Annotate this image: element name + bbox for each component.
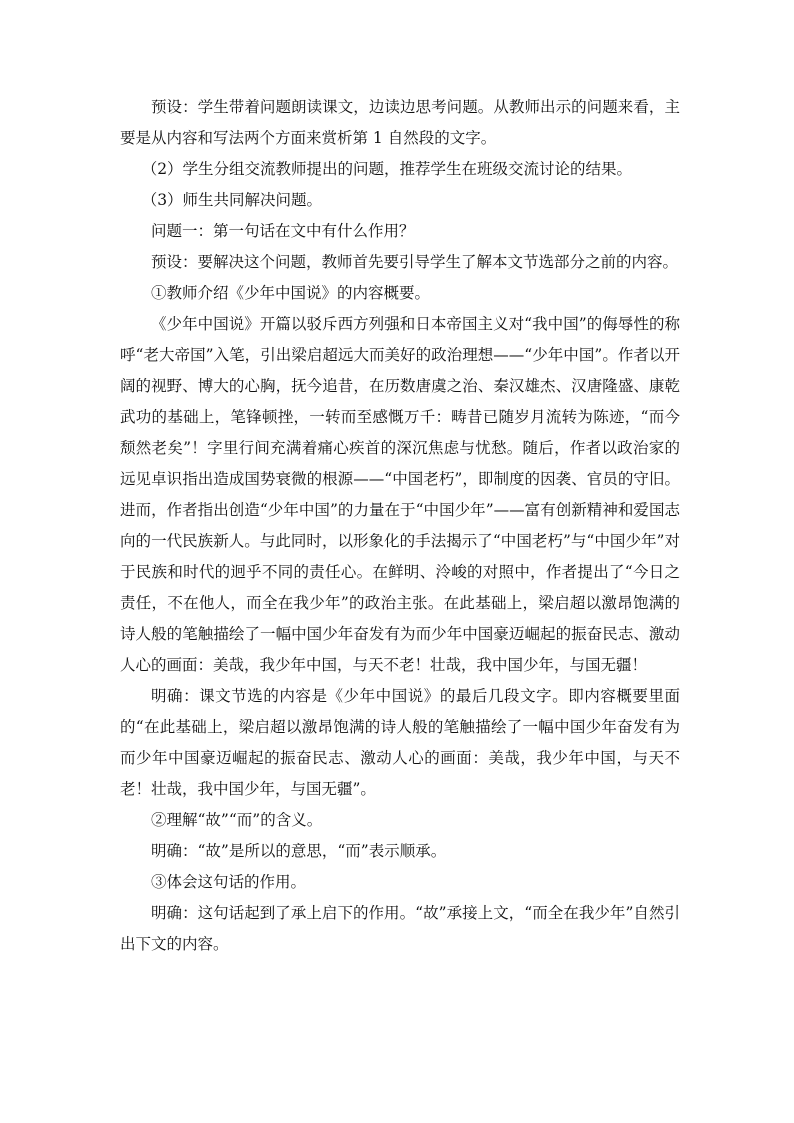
paragraph-question-1: 问题一：第一句话在文中有什么作用？ [151, 222, 415, 240]
paragraph-step-2: （2）学生分组交流教师提出的问题，推荐学生在班级交流讨论的结果。 [141, 160, 633, 178]
paragraph-preset-answer: 预设：要解决这个问题，教师首先要引导学生了解本文节选部分之前的内容。 [151, 253, 679, 271]
paragraph-understand-words: ②理解“故”“而”的含义。 [151, 811, 323, 829]
paragraph-sentence-function: ③体会这句话的作用。 [151, 873, 307, 891]
paragraph-teacher-intro: ①教师介绍《少年中国说》的内容概要。 [151, 284, 431, 302]
paragraph-clarify-1: 明确：课文节选的内容是《少年中国说》的最后几段文字。即内容概要里面的“在此基础上，梁启超以激昂饱满的诗人般的笔触描绘了一幅中国少年奋发有为而少年中国豪迈崛起的振奋民志、激动人心的画面：美哉，我少年中国，与天不老！壮哉，我中国少年，与国无疆”。 [120, 687, 680, 798]
paragraph-clarify-2: 明确：“故”是所以的意思，“而”表示顺承。 [151, 842, 447, 860]
paragraph-clarify-3: 明确：这句话起到了承上启下的作用。“故”承接上文，“而全在我少年”自然引出下文的内容。 [120, 904, 680, 953]
paragraph-summary: 《少年中国说》开篇以驳斥西方列强和日本帝国主义对“我中国”的侮辱性的称呼“老大帝国”入笔，引出梁启超远大而美好的政治理想——“少年中国”。作者以开阔的视野、博大的心胸，抚今追昔，在历数唐虞之治、秦汉雄杰、汉唐隆盛、康乾武功的基础上，笔锋顿挫，一转而至感慨万千：畴昔已随岁月流转为陈迹，“而今颓然老矣”！字里行间充满着痛心疾首的深沉焦虑与忧愁。随后，作者以政治家的远见卓识指出造成国势衰微的根源——“中国老朽”，即制度的因袭、官员的守旧。进而，作者指出创造“少年中国”的力量在于“中国少年”——富有创新精神和爱国志向的一代民族新人。与此同时，以形象化的手法揭示了“中国老朽”与“中国少年”对于民族和时代的迥乎不同的责任心。在鲜明、泠峻的对照中，作者提出了“今日之责任，不在他人，而全在我少年”的政治主张。在此基础上，梁启超以激昂饱满的诗人般的笔触描绘了一幅中国少年奋发有为而少年中国豪迈崛起的振奋民志、激动人心的画面：美哉，我少年中国，与天不老！壮哉，我中国少年，与国无疆！ [120, 315, 680, 674]
paragraph-preset-reading: 预设：学生带着问题朗读课文，边读边思考问题。从教师出示的问题来看，主要是从内容和写法两个方面来赏析第 1 自然段的文字。 [120, 98, 680, 147]
paragraph-step-3: （3）师生共同解决问题。 [141, 191, 323, 209]
document-body [120, 92, 680, 960]
